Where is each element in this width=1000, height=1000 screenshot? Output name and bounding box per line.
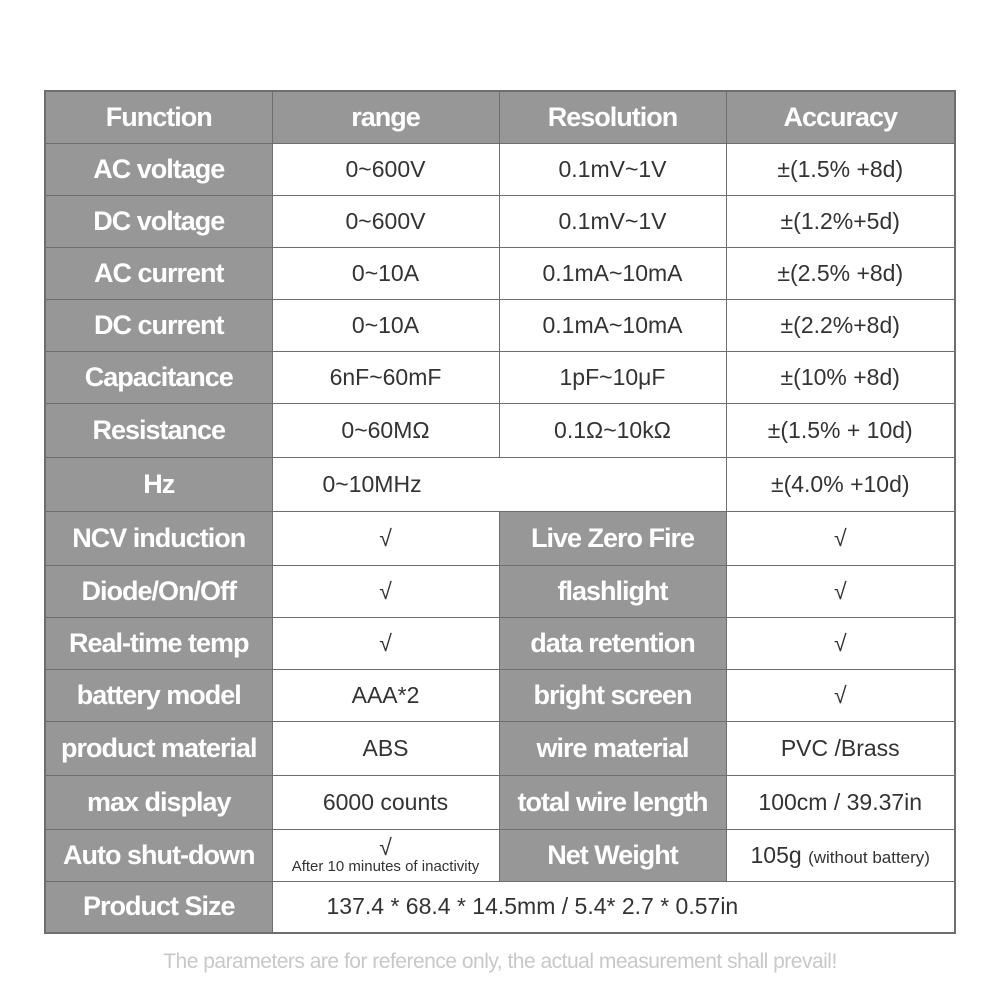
table-row	[45, 143, 955, 195]
spec-table	[44, 90, 956, 934]
product-size-row	[45, 881, 955, 933]
feature-value: √	[272, 511, 499, 565]
row-accuracy: ±(1.5% + 10d)	[726, 403, 955, 457]
net-weight-value	[726, 829, 955, 881]
row-accuracy: ±(2.5% +8d)	[726, 247, 955, 299]
row-function: Resistance	[45, 403, 272, 457]
feature-value: √	[726, 669, 955, 721]
row-resolution: 0.1mV~1V	[499, 195, 726, 247]
feature-label: total wire length	[499, 775, 726, 829]
auto-shutdown-value	[272, 829, 499, 881]
feature-row	[45, 565, 955, 617]
row-resolution: 0.1Ω~10kΩ	[499, 403, 726, 457]
row-range: 0~60MΩ	[272, 403, 499, 457]
feature-row	[45, 775, 955, 829]
row-resolution: 1pF~10μF	[499, 351, 726, 403]
check-mark: √	[379, 834, 392, 860]
feature-row	[45, 511, 955, 565]
row-resolution: 0.1mA~10mA	[499, 247, 726, 299]
row-range: 0~600V	[272, 195, 499, 247]
feature-row	[45, 669, 955, 721]
row-function: Capacitance	[45, 351, 272, 403]
feature-label: Diode/On/Off	[45, 565, 272, 617]
header-function: Function	[45, 91, 272, 143]
product-size-label: Product Size	[45, 881, 272, 933]
feature-label: flashlight	[499, 565, 726, 617]
header-accuracy: Accuracy	[726, 91, 955, 143]
product-size-value: 137.4 * 68.4 * 14.5mm / 5.4* 2.7 * 0.57in	[272, 881, 955, 933]
feature-value: √	[726, 511, 955, 565]
row-accuracy: ±(2.2%+8d)	[726, 299, 955, 351]
feature-value: √	[272, 565, 499, 617]
table-row	[45, 351, 955, 403]
header-range: range	[272, 91, 499, 143]
net-weight-note: (without battery)	[808, 847, 930, 867]
feature-value: 100cm / 39.37in	[726, 775, 955, 829]
header-resolution: Resolution	[499, 91, 726, 143]
feature-value: AAA*2	[272, 669, 499, 721]
hz-accuracy: ±(4.0% +10d)	[726, 457, 955, 511]
feature-label: Real-time temp	[45, 617, 272, 669]
row-range: 6nF~60mF	[272, 351, 499, 403]
table-row-hz	[45, 457, 955, 511]
feature-value: 6000 counts	[272, 775, 499, 829]
table-row	[45, 247, 955, 299]
row-range: 0~10A	[272, 247, 499, 299]
row-function: DC current	[45, 299, 272, 351]
feature-label: Auto shut-down	[45, 829, 272, 881]
table-header-row	[45, 91, 955, 143]
feature-label: data retention	[499, 617, 726, 669]
row-resolution: 0.1mV~1V	[499, 143, 726, 195]
row-function: AC voltage	[45, 143, 272, 195]
feature-value: PVC /Brass	[726, 721, 955, 775]
feature-label: bright screen	[499, 669, 726, 721]
row-accuracy: ±(1.5% +8d)	[726, 143, 955, 195]
feature-label: product material	[45, 721, 272, 775]
row-function: AC current	[45, 247, 272, 299]
feature-value: √	[726, 617, 955, 669]
feature-label: NCV induction	[45, 511, 272, 565]
feature-label: battery model	[45, 669, 272, 721]
feature-label: max display	[45, 775, 272, 829]
net-weight: 105g	[750, 841, 802, 868]
feature-value: ABS	[272, 721, 499, 775]
row-resolution: 0.1mA~10mA	[499, 299, 726, 351]
row-accuracy: ±(1.2%+5d)	[726, 195, 955, 247]
row-accuracy: ±(10% +8d)	[726, 351, 955, 403]
row-function: Hz	[45, 457, 272, 511]
feature-value: √	[726, 565, 955, 617]
disclaimer-footer: The parameters are for reference only, the actual measurement shall prevail!	[163, 950, 837, 973]
hz-range: 0~10MHz	[272, 457, 726, 511]
table-row	[45, 403, 955, 457]
row-range: 0~600V	[272, 143, 499, 195]
feature-row-auto-shutdown	[45, 829, 955, 881]
feature-row	[45, 721, 955, 775]
table-row	[45, 299, 955, 351]
feature-value: √	[272, 617, 499, 669]
row-range: 0~10A	[272, 299, 499, 351]
table-row	[45, 195, 955, 247]
feature-label: Live Zero Fire	[499, 511, 726, 565]
feature-row	[45, 617, 955, 669]
feature-label: Net Weight	[499, 829, 726, 881]
feature-label: wire material	[499, 721, 726, 775]
row-function: DC voltage	[45, 195, 272, 247]
auto-shutdown-note: After 10 minutes of inactivity	[291, 858, 480, 875]
